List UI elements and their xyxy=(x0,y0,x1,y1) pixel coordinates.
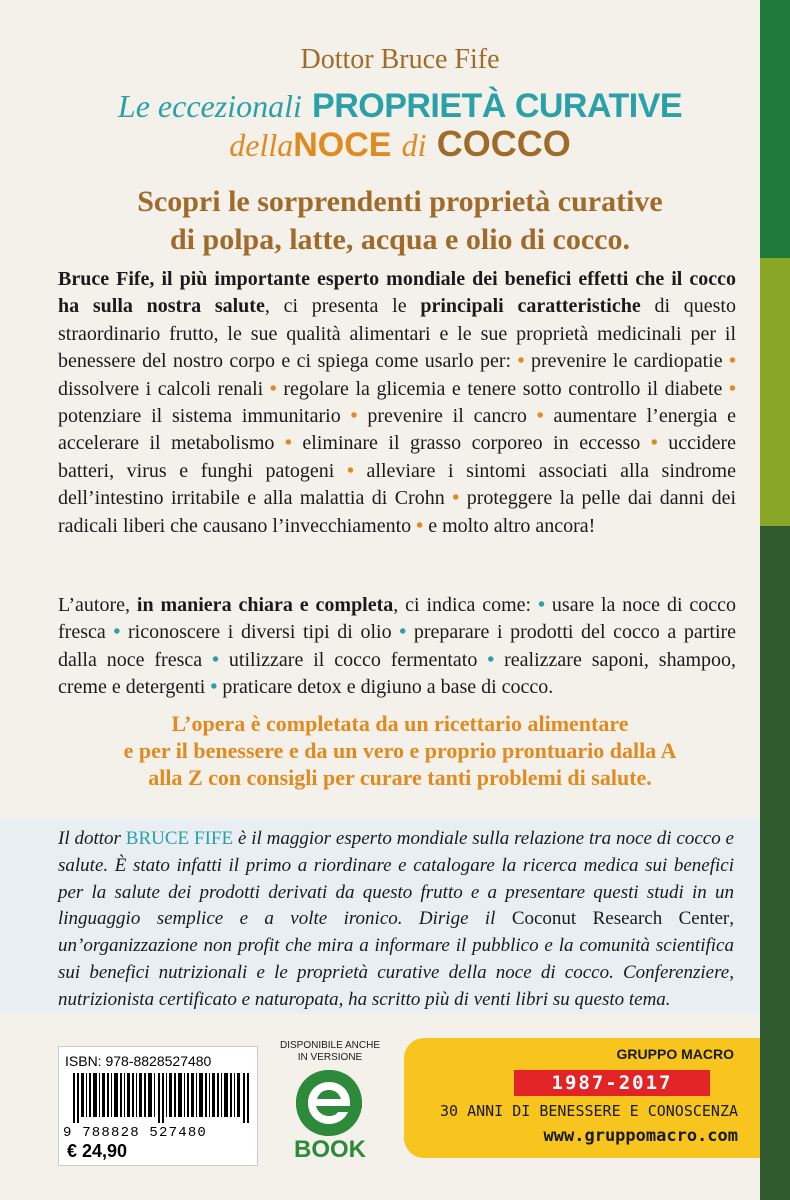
stripe-olive xyxy=(760,258,790,526)
bio-text-1: è il maggior esperto mondiale sulla relazione tra noce di cocco e salute. È stato infatti il primo a riordinare e catalogare la ricerca medica sui benefici per la salute dei prodotti derivati da questo frutto e a presentare questi studi in un linguaggio semplice e a volte ironico. Dirige il xyxy=(58,828,734,930)
p1-bullet: uccidere batteri, virus e funghi patogeni xyxy=(58,432,736,482)
anniversary-years: 1987-2017 xyxy=(514,1070,710,1096)
p1-bullet: prevenire le cardiopatie xyxy=(530,350,723,373)
ebook-label-line-2: IN VERSIONE xyxy=(297,1052,363,1063)
p1-bold-mid: principali caratteristiche xyxy=(420,295,641,318)
p2-bullet: usare la noce di cocco fresca xyxy=(58,594,737,644)
p1-bullet: potenziare il sistema immunitario xyxy=(58,405,341,428)
barcode-icon xyxy=(73,1073,249,1123)
conclusion-line-3: alla Z con consigli per curare tanti problemi di salute. xyxy=(148,765,652,790)
ebook-availability-label xyxy=(272,1040,388,1064)
title-line-2 xyxy=(58,123,742,164)
conclusion xyxy=(58,710,742,791)
p1-text-1: , ci presenta le xyxy=(264,295,421,318)
publisher-badge xyxy=(404,1038,760,1158)
p1-bullet: alleviare i sintomi associati alla sindrome dell’intestino irritabile e alla malattia di Crohn xyxy=(58,459,736,510)
p1-bullet: eliminare il grasso corporeo in eccesso xyxy=(302,432,641,455)
title-line-1 xyxy=(58,88,742,124)
p1-bullet: aumentare l’energia e accelerare il metabolismo xyxy=(58,405,737,455)
bio-text-2: , un’organizzazione non profit che mira a informare il pubblico e la comunità scientifica sui benefici nutrizionali e le proprietà curative della noce di cocco. Conferenziere, nutrizionista certificato e naturopata, ha scritto più di venti libri su questo tema. xyxy=(58,908,734,1010)
title-caps-noce: NOCE xyxy=(293,126,392,164)
p1-text-2: di questo straordinario frutto, le sue qualità alimentari e le sue proprietà medicinali per il benessere del nostro corpo e ci spiega come usarlo per: xyxy=(58,295,736,373)
p1-bullet: dissolvere i calcoli renali xyxy=(58,377,264,400)
p1-bullet: prevenire il cancro xyxy=(367,405,527,428)
price: € 24,90 xyxy=(67,1141,128,1161)
title-caps-1: PROPRIETÀ CURATIVE xyxy=(312,87,683,125)
headline-line-2: di polpa, latte, acqua e olio di cocco. xyxy=(170,223,630,256)
stripe-forest xyxy=(760,526,790,1200)
conclusion-line-2: e per il benessere e da un vero e proprio prontuario dalla A xyxy=(123,738,677,763)
publisher-tagline: 30 ANNI DI BENESSERE E CONOSCENZA xyxy=(439,1102,738,1120)
bio-author-name: BRUCE FIFE xyxy=(125,828,234,849)
p1-bullet: regolare la glicemia e tenere sotto controllo il diabete xyxy=(283,377,723,400)
stripe-dark-green xyxy=(760,0,790,258)
ebook-e-icon xyxy=(294,1068,364,1138)
conclusion-line-1: L’opera è completata da un ricettario alimentare xyxy=(171,711,629,736)
author-bio xyxy=(58,826,734,1014)
isbn-label: ISBN: 978-8828527480 xyxy=(65,1053,212,1069)
headline xyxy=(58,183,742,259)
p1-bullet: e molto altro ancora! xyxy=(428,514,596,537)
description-paragraph-1: Bruce Fife, il più importante esperto mondiale dei benefici effetti che il cocco ha sulla nostra salute, ci presenta le principali caratteristiche di questo straordinario frutto, le sue qualità alimentari e le sue proprietà medicinali per il benessere del nostro corpo e ci spiega come usarlo per: • prevenire le cardiopatie • dissolvere i calcoli renali • regolare la glicemia e tenere sotto controllo il diabete • potenziare il sistema immunitario • prevenire il cancro • aumentare l’energia e accelerare il metabolismo • eliminare il grasso corporeo in eccesso • uccidere batteri, virus e funghi patogeni • alleviare i sintomi associati alla sindrome dell’intestino irritabile e alla malattia di Crohn • proteggere la pelle dai danni dei radicali liberi che causano l’invecchiamento • e molto altro ancora! xyxy=(58,268,737,537)
title-italic-2: della xyxy=(229,127,294,163)
description-paragraph-2: L’autore, in maniera chiara e completa, ci indica come: • usare la noce di cocco fresca • riconoscere i diversi tipi di olio • preparare i prodotti del cocco a partire dalla noce fresca • utilizzare il cocco fermentato • realizzare saponi, shampoo, creme e detergenti • praticare detox e digiuno a base di cocco. xyxy=(58,594,737,699)
barcode-digits: 9 788828 527480 xyxy=(63,1125,208,1141)
bio-center-name: Coconut Research Center xyxy=(511,908,730,930)
p1-bold-intro: Bruce Fife, il più importante esperto mondiale dei benefici effetti che il cocco ha sulla nostra salute xyxy=(58,268,736,318)
p2-bullet: riconoscere i diversi tipi di olio xyxy=(128,621,392,644)
p1-bullet: proteggere la pelle dai danni dei radicali liberi che causano l’invecchiamento xyxy=(58,487,737,537)
side-color-stripes xyxy=(760,0,790,1200)
title-italic-3: di xyxy=(401,127,427,163)
publisher-url[interactable]: www.gruppomacro.com xyxy=(543,1126,738,1146)
publisher-name: GRUPPO MACRO xyxy=(616,1046,734,1062)
p2-bullet: realizzare saponi, shampoo, creme e detergenti xyxy=(58,648,737,699)
p2-text-2: , ci indica come: xyxy=(393,594,532,616)
p2-bullet: preparare i prodotti del cocco a partire dalla noce fresca xyxy=(58,621,737,671)
bio-prefix: Il dottor xyxy=(58,828,126,849)
p2-bullet: utilizzare il cocco fermentato xyxy=(228,648,478,671)
ebook-label-line-1: DISPONIBILE ANCHE xyxy=(279,1040,381,1051)
author-name: Dottor Bruce Fife xyxy=(300,44,500,75)
headline-line-1: Scopri le sorprendenti proprietà curative xyxy=(137,185,663,218)
p2-bold: in maniera chiara e completa xyxy=(136,594,394,616)
title-italic-1: Le eccezionali xyxy=(117,88,302,124)
ebook-word: BOOK xyxy=(294,1136,366,1163)
p2-text-1: L’autore, xyxy=(58,594,137,616)
p2-bullet: praticare detox e digiuno a base di cocco. xyxy=(222,676,554,699)
title-caps-cocco: COCCO xyxy=(436,123,571,164)
barcode-panel xyxy=(58,1046,258,1166)
